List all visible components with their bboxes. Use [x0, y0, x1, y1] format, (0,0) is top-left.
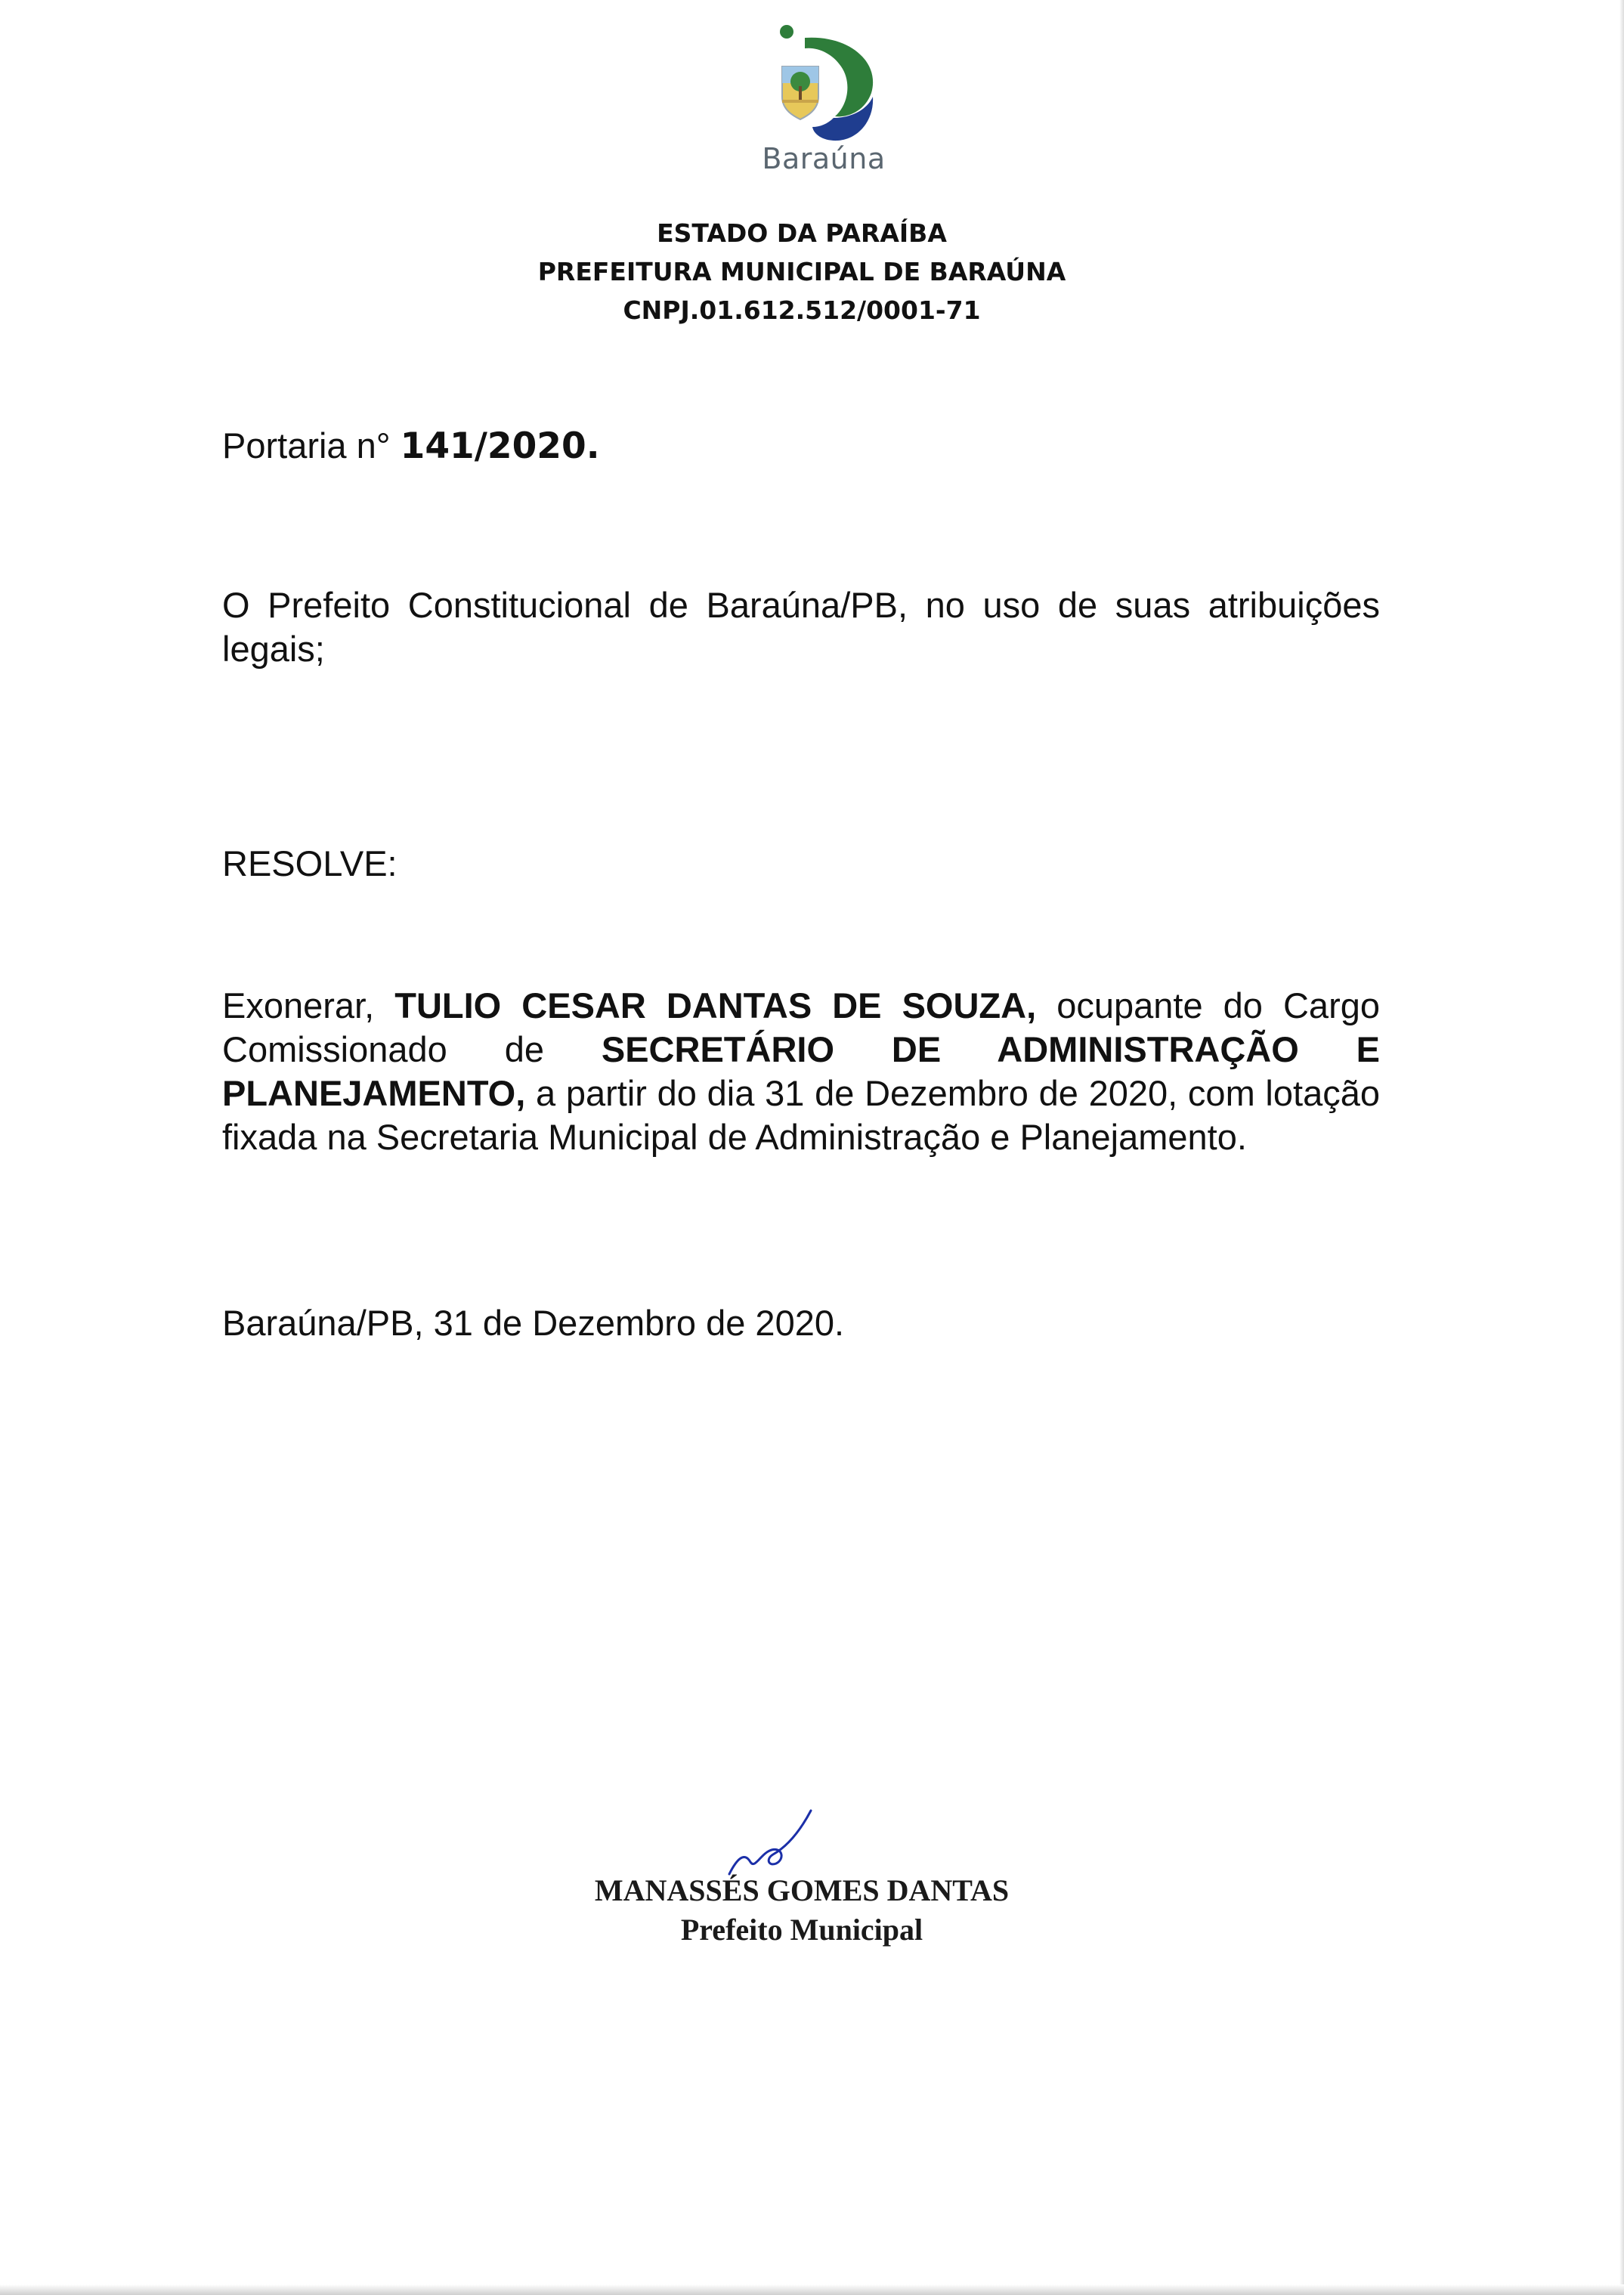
- header-municipality: PREFEITURA MUNICIPAL DE BARAÚNA: [537, 257, 1066, 286]
- logo-caption: Baraúna: [762, 142, 886, 175]
- portaria-number: 141/2020.: [400, 425, 600, 467]
- signer-title: Prefeito Municipal: [680, 1913, 923, 1947]
- main-text-part3: a partir do dia 31 de Dezembro de 2020, com lotação fixada na Secretaria Municipal de Administração e Planejamento.: [222, 1073, 1380, 1157]
- letterhead: [0, 214, 1604, 329]
- dateline: Baraúna/PB, 31 de Dezembro de 2020.: [222, 1303, 845, 1343]
- main-text-part2: ocupante do Cargo Comissionado de: [222, 985, 1381, 1069]
- portaria-prefix: Portaria n°: [222, 425, 391, 465]
- barauna-municipal-logo-icon: [759, 21, 888, 142]
- exonerated-name: TULIO CESAR DANTAS DE SOUZA,: [394, 985, 1037, 1025]
- scan-edge-right: [1619, 0, 1624, 2295]
- header-state: ESTADO DA PARAÍBA: [657, 218, 947, 248]
- signer-name: MANASSÉS GOMES DANTAS: [594, 1873, 1010, 1907]
- main-paragraph: [222, 984, 1380, 1159]
- portaria-heading: [222, 425, 600, 467]
- header-cnpj: CNPJ.01.612.512/0001-71: [623, 295, 981, 325]
- main-text-part1: Exonerar,: [222, 985, 375, 1025]
- intro-paragraph: O Prefeito Constitucional de Baraúna/PB, no uso de suas atribuições legais;: [222, 585, 1380, 669]
- scan-edge-bottom: [0, 2284, 1624, 2295]
- position-title: SECRETÁRIO DE ADMINISTRAÇÃO E PLANEJAMENTO,: [222, 1029, 1381, 1113]
- handwritten-signature-icon: [722, 1806, 827, 1882]
- resolve-heading: RESOLVE:: [222, 843, 397, 883]
